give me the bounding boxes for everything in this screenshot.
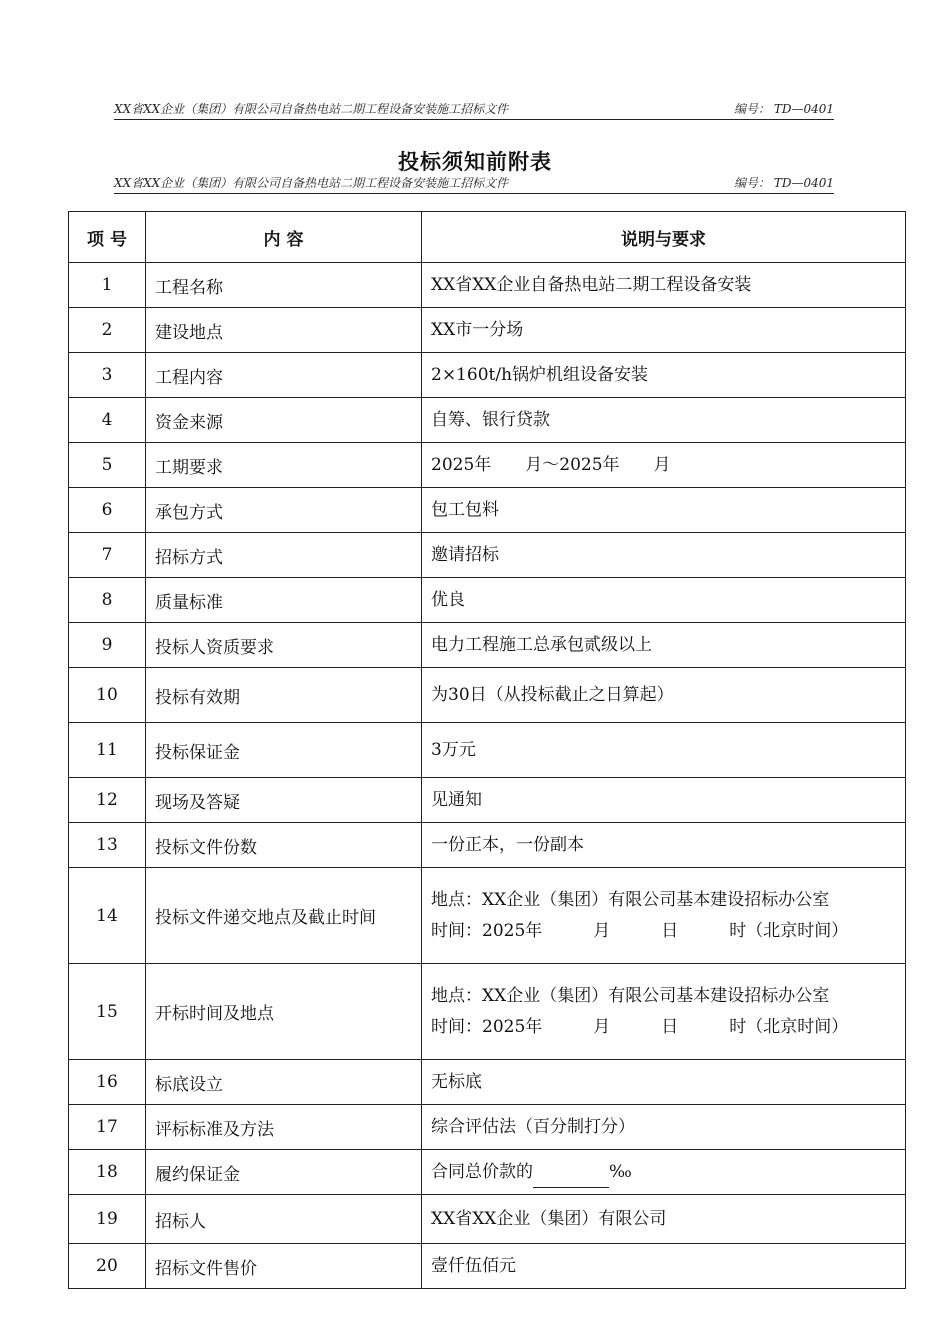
row-item: 资金来源 bbox=[146, 398, 422, 443]
row-number: 2 bbox=[69, 308, 146, 353]
table-row bbox=[69, 1060, 906, 1105]
row-description: 3万元 bbox=[422, 723, 906, 778]
blank-underline bbox=[533, 1169, 609, 1188]
row-item: 评标标准及方法 bbox=[146, 1105, 422, 1150]
row-description: XX省XX企业（集团）有限公司 bbox=[422, 1195, 906, 1244]
column-header-content: 内 容 bbox=[146, 212, 422, 263]
header-doc-number: 编号： TD—0401 bbox=[734, 176, 834, 190]
running-header-top bbox=[114, 101, 834, 120]
row-item: 质量标准 bbox=[146, 578, 422, 623]
table-row bbox=[69, 488, 906, 533]
row-item: 标底设立 bbox=[146, 1060, 422, 1105]
row-number: 14 bbox=[69, 868, 146, 964]
row-description: 无标底 bbox=[422, 1060, 906, 1105]
row-number: 18 bbox=[69, 1150, 146, 1195]
column-header-requirements: 说明与要求 bbox=[422, 212, 906, 263]
row-item: 投标人资质要求 bbox=[146, 623, 422, 668]
row-description bbox=[422, 1150, 906, 1195]
row-description: 壹仟伍佰元 bbox=[422, 1244, 906, 1289]
page-title: 投标须知前附表 bbox=[398, 150, 552, 174]
table-row bbox=[69, 1105, 906, 1150]
row-item: 投标文件递交地点及截止时间 bbox=[146, 868, 422, 964]
table-row bbox=[69, 443, 906, 488]
table-row bbox=[69, 263, 906, 308]
running-header-second bbox=[114, 175, 834, 194]
row-number: 8 bbox=[69, 578, 146, 623]
row-description: 2×160t/h锅炉机组设备安装 bbox=[422, 353, 906, 398]
table-row bbox=[69, 578, 906, 623]
row-number: 20 bbox=[69, 1244, 146, 1289]
row-number: 6 bbox=[69, 488, 146, 533]
row-description: 为30日（从投标截止之日算起） bbox=[422, 668, 906, 723]
row-description: 优良 bbox=[422, 578, 906, 623]
table-row bbox=[69, 1150, 906, 1195]
row-item: 工程内容 bbox=[146, 353, 422, 398]
table-row bbox=[69, 668, 906, 723]
row-description: 自筹、银行贷款 bbox=[422, 398, 906, 443]
table-row bbox=[69, 778, 906, 823]
opening-time: 时间：2025年 月 日 时（北京时间） bbox=[431, 1016, 849, 1037]
submission-location: 地点：XX企业（集团）有限公司基本建设招标办公室 bbox=[431, 889, 830, 910]
table-row bbox=[69, 1244, 906, 1289]
row-number: 17 bbox=[69, 1105, 146, 1150]
row-description: 2025年 月～2025年 月 bbox=[422, 443, 906, 488]
row-number: 15 bbox=[69, 964, 146, 1060]
row-item: 投标保证金 bbox=[146, 723, 422, 778]
table-row bbox=[69, 823, 906, 868]
row-item: 招标方式 bbox=[146, 533, 422, 578]
row-number: 19 bbox=[69, 1195, 146, 1244]
table-row bbox=[69, 868, 906, 964]
row-item: 工程名称 bbox=[146, 263, 422, 308]
table-row bbox=[69, 533, 906, 578]
row-description: 邀请招标 bbox=[422, 533, 906, 578]
row-item: 履约保证金 bbox=[146, 1150, 422, 1195]
row-item: 开标时间及地点 bbox=[146, 964, 422, 1060]
table-row bbox=[69, 308, 906, 353]
row-description: 见通知 bbox=[422, 778, 906, 823]
header-doc-title: XX省XX企业（集团）有限公司自备热电站二期工程设备安装施工招标文件 bbox=[114, 102, 509, 116]
opening-location: 地点：XX企业（集团）有限公司基本建设招标办公室 bbox=[431, 985, 830, 1006]
bid-instructions-table bbox=[68, 211, 906, 1289]
header-doc-title: XX省XX企业（集团）有限公司自备热电站二期工程设备安装施工招标文件 bbox=[114, 176, 509, 190]
table-row bbox=[69, 398, 906, 443]
row-description: 综合评估法（百分制打分） bbox=[422, 1105, 906, 1150]
row-item: 投标有效期 bbox=[146, 668, 422, 723]
row-number: 7 bbox=[69, 533, 146, 578]
row-description bbox=[422, 868, 906, 964]
row-number: 4 bbox=[69, 398, 146, 443]
per-mille-sign: ‰ bbox=[609, 1161, 632, 1182]
row-number: 1 bbox=[69, 263, 146, 308]
header-doc-number: 编号： TD—0401 bbox=[734, 102, 834, 116]
row-item: 招标文件售价 bbox=[146, 1244, 422, 1289]
row-description: XX省XX企业自备热电站二期工程设备安装 bbox=[422, 263, 906, 308]
table-row bbox=[69, 1195, 906, 1244]
row-number: 12 bbox=[69, 778, 146, 823]
table-row bbox=[69, 623, 906, 668]
row-number: 3 bbox=[69, 353, 146, 398]
submission-time: 时间：2025年 月 日 时（北京时间） bbox=[431, 920, 849, 941]
row-description: 电力工程施工总承包贰级以上 bbox=[422, 623, 906, 668]
row-item: 建设地点 bbox=[146, 308, 422, 353]
row-item: 招标人 bbox=[146, 1195, 422, 1244]
row-item: 投标文件份数 bbox=[146, 823, 422, 868]
row-number: 9 bbox=[69, 623, 146, 668]
table-header-row bbox=[69, 212, 906, 263]
performance-bond-text: 合同总价款的 bbox=[431, 1161, 533, 1182]
row-description bbox=[422, 964, 906, 1060]
row-description: 一份正本，一份副本 bbox=[422, 823, 906, 868]
row-item: 工期要求 bbox=[146, 443, 422, 488]
table-row bbox=[69, 964, 906, 1060]
row-number: 16 bbox=[69, 1060, 146, 1105]
table-row bbox=[69, 353, 906, 398]
row-number: 5 bbox=[69, 443, 146, 488]
row-number: 11 bbox=[69, 723, 146, 778]
row-item: 承包方式 bbox=[146, 488, 422, 533]
row-description: 包工包料 bbox=[422, 488, 906, 533]
row-item: 现场及答疑 bbox=[146, 778, 422, 823]
row-description: XX市一分场 bbox=[422, 308, 906, 353]
table-row bbox=[69, 723, 906, 778]
column-header-number: 项 号 bbox=[69, 212, 146, 263]
row-number: 10 bbox=[69, 668, 146, 723]
row-number: 13 bbox=[69, 823, 146, 868]
